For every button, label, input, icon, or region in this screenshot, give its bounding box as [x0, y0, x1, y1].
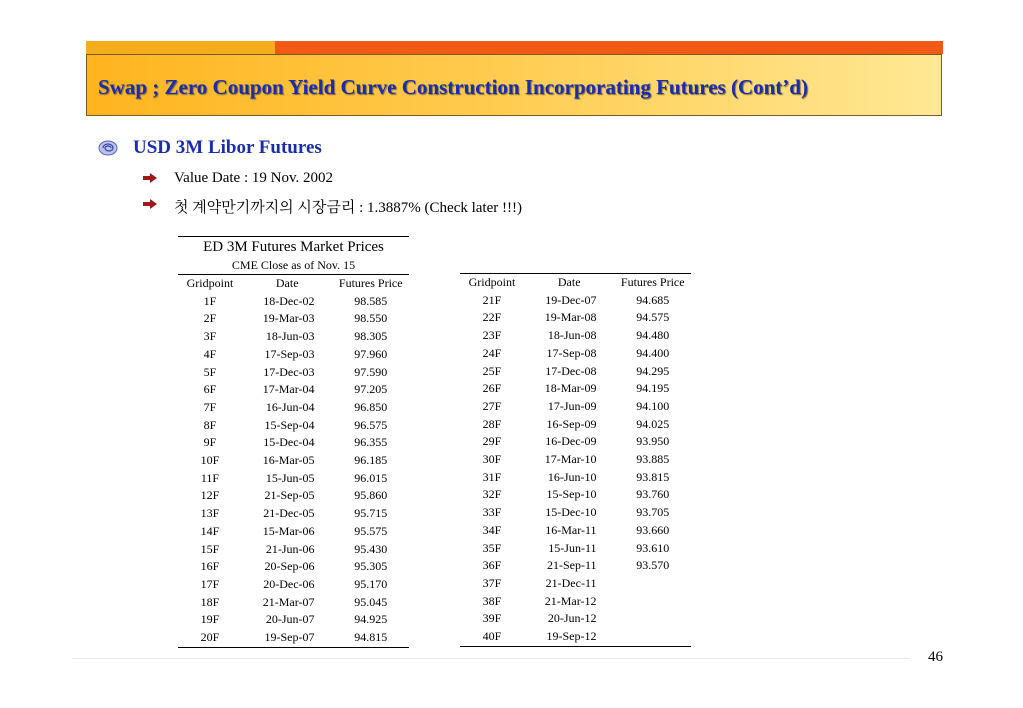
date-cell: 20-Dec-06	[263, 576, 315, 591]
table-row	[460, 363, 691, 381]
price-cell: 93.760	[636, 487, 670, 502]
gridpoint-cell: 21F	[482, 292, 502, 307]
gridpoint-cell: 12F	[200, 488, 220, 503]
bullet-text: 첫 계약만기까지의 시장금리 : 1.3887% (Check later !!!)	[174, 200, 522, 216]
table-row	[178, 523, 409, 541]
gridpoint-cell: 38F	[482, 593, 502, 608]
date-cell: 21-Jun-06	[265, 541, 315, 556]
table-row	[178, 541, 409, 559]
section-heading: USD 3M Libor Futures	[133, 137, 322, 158]
price-cell: 95.305	[354, 559, 388, 574]
arrow-bullet-icon	[142, 198, 158, 210]
bullet-text: Value Date : 19 Nov. 2002	[174, 170, 333, 186]
date-cell: 19-Sep-12	[546, 629, 597, 644]
date-cell: 20-Sep-06	[264, 559, 315, 574]
price-cell: 98.585	[354, 293, 388, 308]
date-cell: 20-Jun-07	[265, 612, 315, 627]
date-cell: 17-Jun-09	[547, 398, 597, 413]
price-cell: 98.550	[354, 311, 388, 326]
table-row	[460, 540, 691, 558]
futures-table	[178, 275, 409, 648]
price-cell: 94.295	[636, 363, 670, 378]
price-cell: 94.400	[636, 345, 670, 360]
table-row	[460, 593, 691, 611]
price-cell: 94.575	[636, 310, 670, 325]
table-row	[178, 310, 409, 328]
price-cell: 95.860	[354, 488, 388, 503]
table-row	[178, 364, 409, 382]
date-cell: 16-Mar-05	[262, 453, 315, 468]
gridpoint-cell: 31F	[482, 469, 502, 484]
table-row	[460, 416, 691, 434]
price-cell: 95.430	[354, 541, 388, 556]
table-row	[178, 470, 409, 488]
price-cell: 94.480	[636, 328, 670, 343]
column-header: Date	[275, 276, 299, 290]
page-title: Swap ; Zero Coupon Yield Curve Construction Incorporating Futures (Cont’d)	[98, 75, 808, 99]
price-cell: 94.195	[636, 381, 670, 396]
futures-table-left	[178, 236, 409, 648]
page-number: 46	[928, 649, 943, 665]
date-cell: 19-Mar-08	[544, 310, 597, 325]
gridpoint-cell: 26F	[482, 381, 502, 396]
column-header: Gridpoint	[468, 275, 516, 289]
price-cell: 95.170	[354, 576, 388, 591]
date-cell: 21-Dec-11	[545, 575, 597, 590]
table-row	[178, 594, 409, 612]
table-row	[178, 576, 409, 594]
date-cell: 18-Jun-08	[547, 328, 597, 343]
gridpoint-cell: 15F	[200, 541, 220, 556]
table-row	[178, 629, 409, 647]
date-cell: 17-Mar-04	[262, 382, 315, 397]
gridpoint-cell: 1F	[203, 293, 217, 308]
gridpoint-cell: 37F	[482, 575, 502, 590]
date-cell: 17-Dec-08	[545, 363, 597, 378]
footer-divider	[72, 658, 910, 659]
futures-table	[460, 273, 691, 647]
date-cell: 18-Jun-03	[265, 329, 315, 344]
date-cell: 17-Dec-03	[263, 364, 315, 379]
price-cell: 95.715	[354, 506, 388, 521]
price-cell: 97.960	[354, 346, 388, 361]
column-header: Futures Price	[338, 276, 403, 290]
table-row	[460, 398, 691, 416]
gridpoint-cell: 17F	[200, 576, 220, 591]
date-cell: 16-Dec-09	[545, 434, 597, 449]
price-cell: 93.815	[636, 469, 670, 484]
price-cell	[615, 575, 691, 593]
column-header: Futures Price	[620, 275, 685, 289]
gridpoint-cell: 6F	[203, 382, 217, 397]
table-subtitle: CME Close as of Nov. 15	[178, 257, 409, 275]
date-cell: 21-Dec-05	[263, 506, 315, 521]
price-cell: 93.950	[636, 434, 670, 449]
gridpoint-cell: 8F	[203, 417, 217, 432]
price-cell: 93.885	[636, 452, 670, 467]
price-cell	[615, 593, 691, 611]
price-cell	[615, 628, 691, 646]
price-cell: 98.305	[354, 329, 388, 344]
table-row	[178, 381, 409, 399]
date-cell: 16-Sep-09	[546, 416, 597, 431]
gridpoint-cell: 13F	[200, 506, 220, 521]
table-row	[460, 575, 691, 593]
date-cell: 21-Sep-11	[546, 558, 597, 573]
gridpoint-cell: 3F	[203, 329, 217, 344]
price-cell: 94.100	[636, 398, 670, 413]
table-row	[460, 433, 691, 451]
date-cell: 15-Dec-10	[545, 505, 597, 520]
date-cell: 18-Dec-02	[263, 293, 315, 308]
price-cell: 96.850	[354, 399, 388, 414]
table-row	[178, 434, 409, 452]
table-row	[460, 469, 691, 487]
date-cell: 19-Sep-07	[264, 630, 315, 645]
table-header-row	[460, 274, 691, 292]
column-header: Gridpoint	[186, 276, 234, 290]
gridpoint-cell: 22F	[482, 310, 502, 325]
date-cell: 16-Jun-04	[265, 399, 315, 414]
table-row	[460, 486, 691, 504]
price-cell: 96.015	[354, 470, 388, 485]
table-row	[178, 487, 409, 505]
table-row	[178, 452, 409, 470]
date-cell: 15-Sep-10	[546, 487, 597, 502]
price-cell: 93.660	[636, 522, 670, 537]
date-cell: 19-Mar-03	[262, 311, 315, 326]
gridpoint-cell: 14F	[200, 523, 220, 538]
gridpoint-cell: 28F	[482, 416, 502, 431]
date-cell: 15-Jun-11	[548, 540, 597, 555]
gridpoint-cell: 23F	[482, 328, 502, 343]
table-row	[460, 380, 691, 398]
gridpoint-cell: 5F	[203, 364, 217, 379]
table-row	[460, 292, 691, 310]
price-cell: 96.575	[354, 417, 388, 432]
date-cell: 16-Jun-10	[547, 469, 597, 484]
date-cell: 21-Sep-05	[264, 488, 315, 503]
table-row	[178, 346, 409, 364]
price-cell: 96.355	[354, 435, 388, 450]
table-row	[460, 309, 691, 327]
price-cell: 94.925	[354, 612, 388, 627]
date-cell: 15-Jun-05	[265, 470, 315, 485]
price-cell: 94.815	[354, 630, 388, 645]
gridpoint-cell: 25F	[482, 363, 502, 378]
gridpoint-cell: 35F	[482, 540, 502, 555]
price-cell: 94.685	[636, 292, 670, 307]
date-cell: 17-Sep-08	[546, 345, 597, 360]
table-row	[460, 557, 691, 575]
futures-table-right	[460, 273, 691, 647]
date-cell: 20-Jun-12	[547, 611, 597, 626]
date-cell: 18-Mar-09	[544, 381, 597, 396]
date-cell: 15-Sep-04	[264, 417, 315, 432]
gridpoint-cell: 10F	[200, 453, 220, 468]
gridpoint-cell: 7F	[203, 399, 217, 414]
header-bar-right-segment	[275, 41, 943, 54]
arrow-bullet-icon	[142, 172, 158, 184]
gridpoint-cell: 34F	[482, 522, 502, 537]
gridpoint-cell: 33F	[482, 505, 502, 520]
price-cell: 93.610	[636, 540, 670, 555]
gridpoint-cell: 18F	[200, 594, 220, 609]
price-cell: 93.570	[636, 558, 670, 573]
date-cell: 21-Mar-07	[262, 594, 315, 609]
price-cell: 94.025	[636, 416, 670, 431]
table-row	[460, 522, 691, 540]
table-row	[178, 611, 409, 629]
date-cell: 19-Dec-07	[545, 292, 597, 307]
price-cell: 95.045	[354, 594, 388, 609]
table-row	[460, 610, 691, 628]
table-row	[460, 451, 691, 469]
price-cell: 97.590	[354, 364, 388, 379]
table-row	[178, 399, 409, 417]
price-cell: 96.185	[354, 453, 388, 468]
table-row	[460, 628, 691, 646]
price-cell: 93.705	[636, 505, 670, 520]
gridpoint-cell: 27F	[482, 398, 502, 413]
date-cell: 16-Mar-11	[545, 522, 597, 537]
gridpoint-cell: 24F	[482, 345, 502, 360]
gridpoint-cell: 11F	[200, 470, 220, 485]
gridpoint-cell: 29F	[482, 434, 502, 449]
gridpoint-cell: 39F	[482, 611, 502, 626]
table-title: ED 3M Futures Market Prices	[178, 236, 409, 257]
date-cell: 17-Mar-10	[544, 452, 597, 467]
table-row	[178, 417, 409, 435]
gridpoint-cell: 40F	[482, 629, 502, 644]
table-row	[178, 328, 409, 346]
table-header-row	[178, 275, 409, 293]
header-color-bar	[86, 41, 943, 54]
date-cell: 15-Mar-06	[262, 523, 315, 538]
spiral-bullet-icon	[98, 138, 118, 158]
table-row	[460, 327, 691, 345]
gridpoint-cell: 32F	[482, 487, 502, 502]
title-box	[86, 54, 942, 116]
date-cell: 17-Sep-03	[264, 346, 315, 361]
table-row	[178, 558, 409, 576]
gridpoint-cell: 36F	[482, 558, 502, 573]
date-cell: 21-Mar-12	[544, 593, 597, 608]
price-cell	[615, 610, 691, 628]
header-bar-left-segment	[86, 41, 275, 54]
gridpoint-cell: 2F	[203, 311, 217, 326]
column-header: Date	[557, 275, 581, 289]
gridpoint-cell: 4F	[203, 346, 217, 361]
gridpoint-cell: 20F	[200, 630, 220, 645]
table-row	[460, 345, 691, 363]
price-cell: 97.205	[354, 382, 388, 397]
gridpoint-cell: 9F	[203, 435, 217, 450]
gridpoint-cell: 30F	[482, 452, 502, 467]
gridpoint-cell: 19F	[200, 612, 220, 627]
price-cell: 95.575	[354, 523, 388, 538]
table-row	[178, 505, 409, 523]
table-row	[460, 504, 691, 522]
table-row	[178, 293, 409, 311]
date-cell: 15-Dec-04	[263, 435, 315, 450]
gridpoint-cell: 16F	[200, 559, 220, 574]
